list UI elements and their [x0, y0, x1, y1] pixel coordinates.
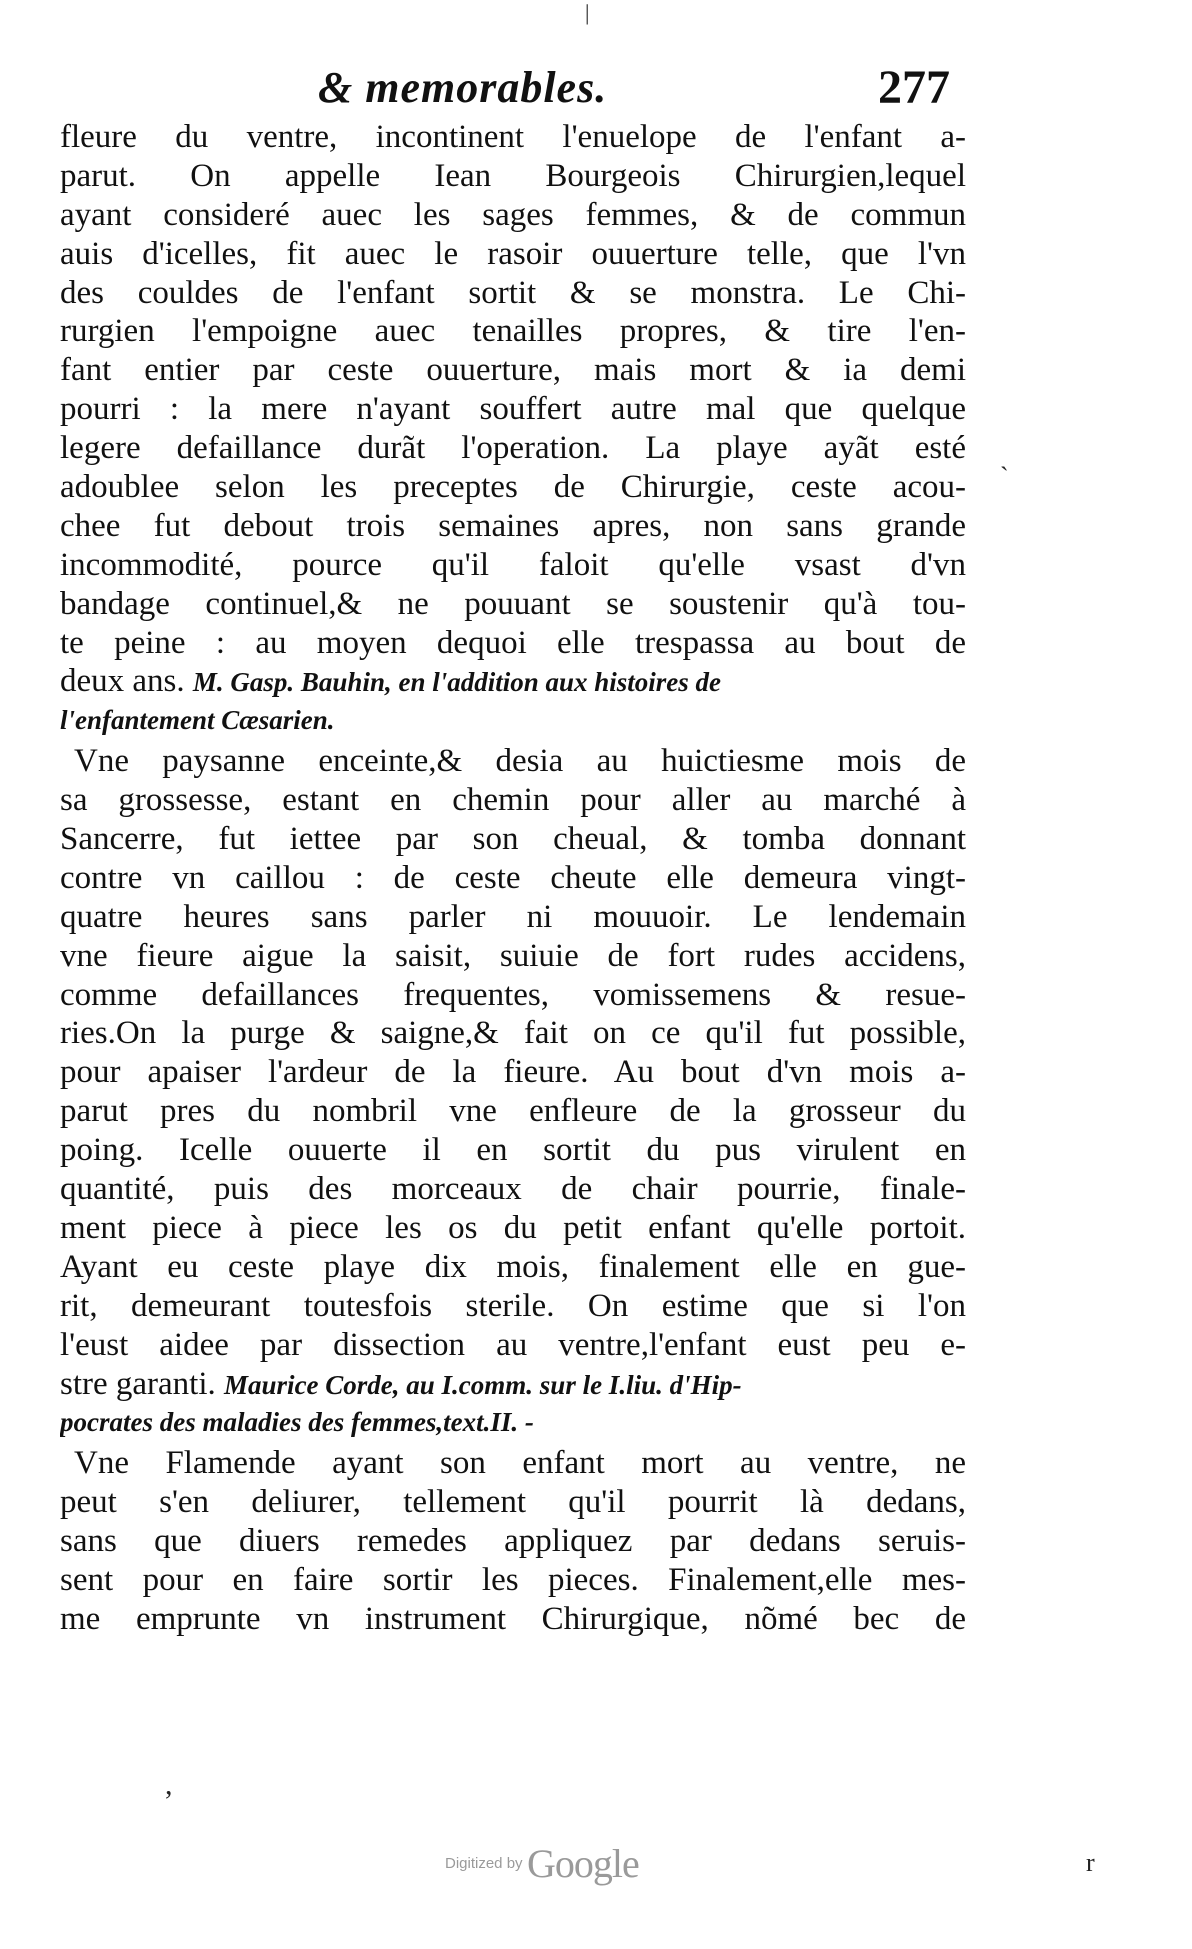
scan-speck: r — [1086, 1848, 1095, 1877]
text-line: peut s'en deliurer, tellement qu'il pourrit là dedans, — [60, 1484, 966, 1521]
text-line: l'eust aidee par dissection au ventre,l'enfant eust peu e- — [60, 1326, 966, 1363]
text-line: rurgien l'empoigne auec tenailles propres, & tire l'en- — [60, 313, 966, 350]
text-line: sent pour en faire sortir les pieces. Finalement,elle mes- — [60, 1561, 966, 1598]
text-fragment: deux ans. — [60, 663, 185, 700]
text-line: Vne paysanne enceinte,& desia au huictiesme mois de — [74, 743, 966, 780]
scan-speck: , — [165, 1768, 173, 1801]
reference-citation: l'enfantement Cæsarien. — [60, 705, 335, 736]
text-line: fant entier par ceste ouuerture, mais mort & ia demi — [60, 352, 966, 389]
google-watermark — [445, 1840, 639, 1886]
text-line: pourri : la mere n'ayant souffert autre mal que quelque — [60, 391, 966, 428]
text-line: quantité, puis des morceaux de chair pourrie, finale- — [60, 1171, 966, 1208]
text-line: comme defaillances frequentes, vomissemens & resue- — [60, 976, 966, 1013]
text-line-with-reference — [60, 662, 966, 701]
scan-speck: ` — [1000, 462, 1009, 491]
text-line: te peine : au moyen dequoi elle trespassa au bout de — [60, 624, 966, 661]
text-line: ayant consideré auec les sages femmes, & de commun — [60, 196, 966, 233]
text-line: vne fieure aigue la saisit, suiuie de fort rudes accidens, — [60, 937, 966, 974]
text-line: bandage continuel,& ne pouuant se soustenir qu'à tou- — [60, 585, 966, 622]
text-fragment: stre garanti. — [60, 1365, 216, 1402]
running-title: & memorables. — [318, 63, 608, 112]
text-line: Ayant eu ceste playe dix mois, finalement elle en gue- — [60, 1248, 966, 1285]
text-line: fleure du ventre, incontinent l'enuelope de l'enfant a- — [60, 119, 966, 155]
reference-citation: pocrates des maladies des femmes,text.II. - — [60, 1407, 534, 1438]
page-header — [0, 60, 1192, 120]
text-line: legere defaillance durãt l'operation. La playe ayãt esté — [60, 430, 966, 467]
body-text — [60, 118, 966, 1639]
text-line: adoublee selon les preceptes de Chirurgie, ceste acou- — [60, 469, 966, 506]
text-line: sans que diuers remedes appliquez par dedans seruis- — [60, 1523, 966, 1560]
reference-citation: M. Gasp. Bauhin, en l'addition aux histoires de — [192, 667, 722, 698]
text-line: parut. On appelle Iean Bourgeois Chirurgien,lequel — [60, 157, 966, 194]
text-line: me emprunte vn instrument Chirurgique, nõmé bec de — [60, 1600, 966, 1637]
text-line: quatre heures sans parler ni mouuoir. Le lendemain — [60, 898, 966, 935]
text-line: chee fut debout trois semaines apres, non sans grande — [60, 507, 966, 544]
text-line: rit, demeurant toutesfois sterile. On estime que si l'on — [60, 1287, 966, 1324]
google-logo-text: Google — [527, 1841, 639, 1886]
text-line: contre vn caillou : de ceste cheute elle demeura vingt- — [60, 859, 966, 896]
watermark-prefix: Digitized by — [445, 1855, 523, 1872]
scan-speck: | — [585, 0, 590, 25]
text-line: Vne Flamende ayant son enfant mort au ventre, ne — [74, 1445, 966, 1482]
reference-citation: Maurice Corde, au I.comm. sur le I.liu. d'Hip- — [224, 1369, 742, 1400]
text-line: Sancerre, fut iettee par son cheual, & tomba donnant — [60, 821, 966, 858]
text-line: parut pres du nombril vne enfleure de la grosseur du — [60, 1093, 966, 1130]
text-line: auis d'icelles, fit auec le rasoir ouuerture telle, que l'vn — [60, 235, 966, 272]
text-line: ment piece à piece les os du petit enfant qu'elle portoit. — [60, 1209, 966, 1246]
text-line: ries.On la purge & saigne,& fait on ce qu'il fut possible, — [60, 1015, 966, 1052]
text-line: des couldes de l'enfant sortit & se monstra. Le Chi- — [60, 274, 966, 311]
text-line: pour apaiser l'ardeur de la fieure. Au bout d'vn mois a- — [60, 1054, 966, 1091]
text-line: sa grossesse, estant en chemin pour aller au marché à — [60, 782, 966, 819]
text-line: incommodité, pource qu'il faloit qu'elle vsast d'vn — [60, 546, 966, 583]
text-line-with-reference — [60, 1365, 966, 1404]
text-line: poing. Icelle ouuerte il en sortit du pus virulent en — [60, 1132, 966, 1169]
page-number: 277 — [878, 61, 950, 114]
